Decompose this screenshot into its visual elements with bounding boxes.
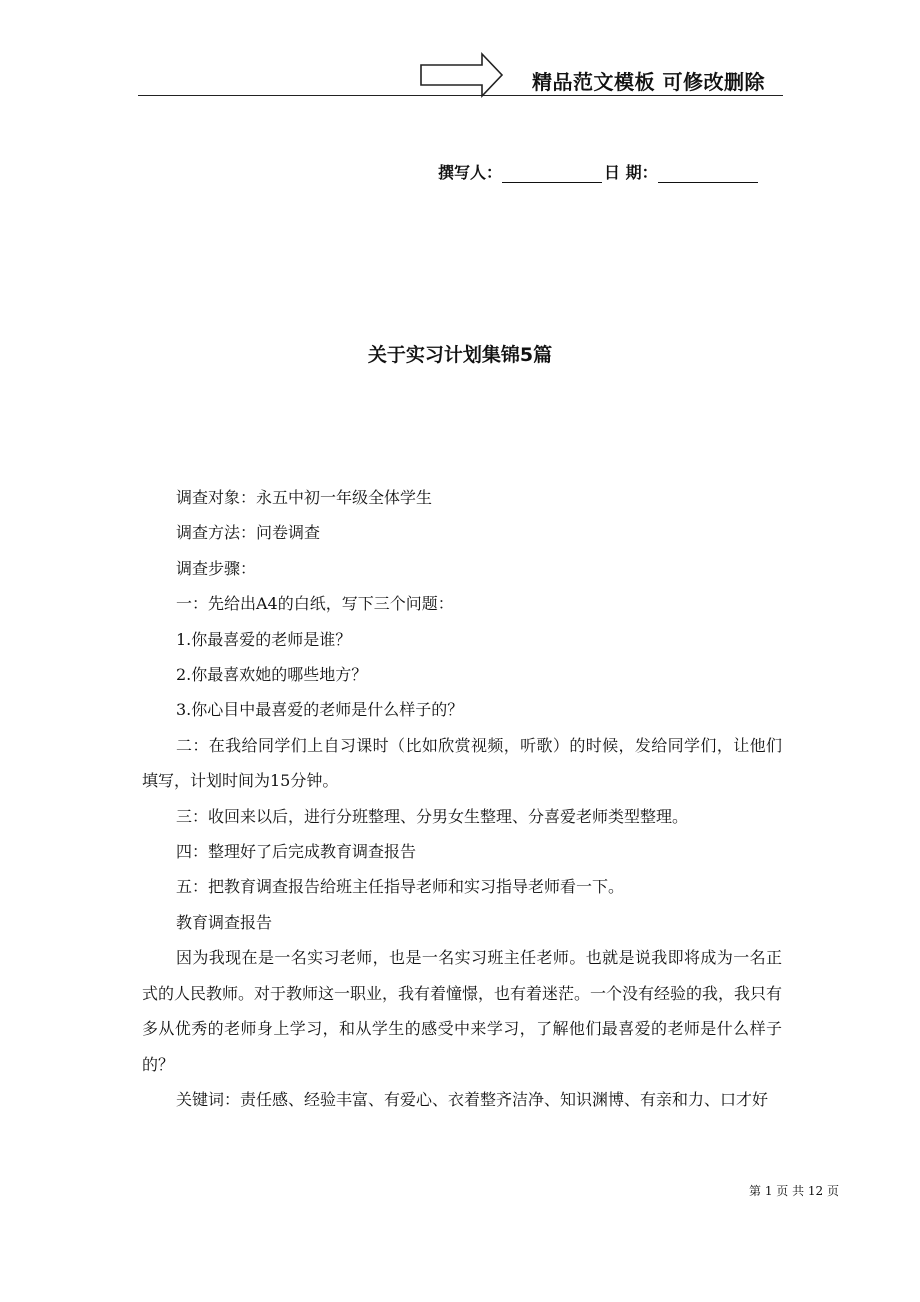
document-title: 关于实习计划集锦5篇 xyxy=(367,344,553,366)
author-blank xyxy=(502,164,602,183)
paragraph: 调查方法：问卷调查 xyxy=(176,523,321,543)
paragraph: 四：整理好了后完成教育调查报告 xyxy=(176,842,417,862)
template-banner: 精品范文模板 可修改删除 xyxy=(532,70,765,94)
paragraph: 三：收回来以后，进行分班整理、分男女生整理、分喜爱老师类型整理。 xyxy=(176,806,689,826)
paragraph: 因为我现在是一名实习老师，也是一名实习班主任老师。也就是说我即将成为一名正式的人民教师。对于教师这一职业，我有着憧憬，也有着迷茫。一个没有经验的我，我只有多从优秀的老师身上学习，和从学生的感受中来学习，了解他们最喜爱的老师是什么样子的？ xyxy=(142,948,783,1074)
paragraph: 教育调查报告 xyxy=(176,912,273,932)
paragraph: 一：先给出A4的白纸，写下三个问题： xyxy=(176,594,454,614)
paragraph: 五：把教育调查报告给班主任指导老师和实习指导老师看一下。 xyxy=(176,877,625,897)
byline xyxy=(438,160,760,183)
date-label: 日 期： xyxy=(604,163,658,182)
author-label: 撰写人： xyxy=(438,163,503,182)
header-divider xyxy=(138,95,783,96)
paragraph: 调查步骤： xyxy=(176,558,257,578)
paragraph: 关键词：责任感、经验丰富、有爱心、衣着整齐洁净、知识渊博、有亲和力、口才好 xyxy=(176,1089,769,1109)
document-body xyxy=(142,480,782,1117)
arrow-icon xyxy=(420,52,504,98)
paragraph: 调查对象：永五中初一年级全体学生 xyxy=(176,488,433,507)
paragraph: 1.你最喜爱的老师是谁？ xyxy=(176,629,352,649)
paragraph: 二：在我给同学们上自习课时（比如欣赏视频，听歌）的时候，发给同学们，让他们填写，计划时间为15分钟。 xyxy=(142,735,782,791)
date-blank xyxy=(658,164,758,183)
page-number: 第 1 页 共 12 页 xyxy=(749,1184,839,1198)
paragraph: 3.你心目中最喜爱的老师是什么样子的？ xyxy=(176,700,464,720)
paragraph: 2.你最喜欢她的哪些地方？ xyxy=(176,665,368,685)
